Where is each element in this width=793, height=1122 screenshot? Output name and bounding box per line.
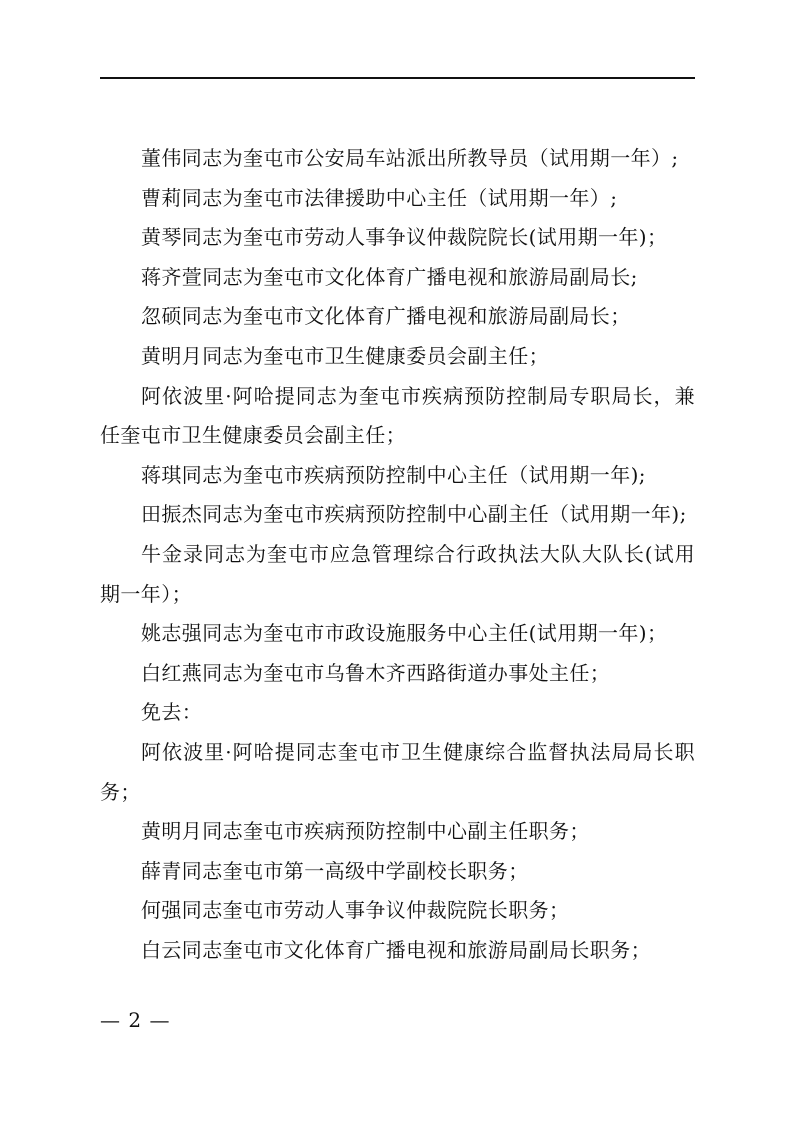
appointment-paragraph: 黄琴同志为奎屯市劳动人事争议仲裁院院长(试用期一年)； [141, 225, 668, 250]
header-rule [100, 77, 695, 79]
removal-paragraph: 何强同志奎屯市劳动人事争议仲裁院院长职务； [141, 898, 570, 923]
appointment-paragraph: 忽硕同志为奎屯市文化体育广播电视和旅游局副局长； [141, 304, 631, 329]
appointment-paragraph: 蒋齐萱同志为奎屯市文化体育广播电视和旅游局副局长; [141, 264, 638, 289]
appointment-paragraph: 黄明月同志为奎屯市卫生健康委员会副主任； [141, 343, 549, 368]
page-number: — 2 — [100, 1008, 171, 1032]
appointment-paragraph: 董伟同志为奎屯市公安局车站派出所教导员（试用期一年）; [141, 146, 679, 170]
appointment-paragraph: 曹莉同志为奎屯市法律援助中心主任（试用期一年）; [141, 185, 618, 210]
appointment-paragraph: 蒋琪同志为奎屯市疾病预防控制中心主任（试用期一年); [141, 462, 646, 487]
appointment-paragraph: 牛金录同志为奎屯市应急管理综合行政执法大队大队长(试用期一年）； [100, 541, 695, 606]
removal-paragraph: 薛青同志奎屯市第一高级中学副校长职务； [141, 858, 529, 883]
removal-paragraph: 黄明月同志奎屯市疾病预防控制中心副主任职务； [141, 819, 590, 844]
removal-heading: 免去： [141, 700, 203, 725]
appointment-paragraph: 阿依波里·阿哈提同志为奎屯市疾病预防控制局专职局长，兼任奎屯市卫生健康委员会副主任； [100, 383, 695, 448]
removal-paragraph: 阿依波里·阿哈提同志奎屯市卫生健康综合监督执法局局长职务； [100, 739, 695, 804]
appointment-paragraph: 白红燕同志为奎屯市乌鲁木齐西路街道办事处主任； [141, 660, 611, 685]
appointment-paragraph: 田振杰同志为奎屯市疾病预防控制中心副主任（试用期一年); [141, 502, 687, 527]
removal-paragraph: 白云同志奎屯市文化体育广播电视和旅游局副局长职务； [141, 937, 651, 962]
document-body [100, 139, 695, 970]
appointment-paragraph: 姚志强同志为奎屯市市政设施服务中心主任(试用期一年)； [141, 621, 668, 646]
